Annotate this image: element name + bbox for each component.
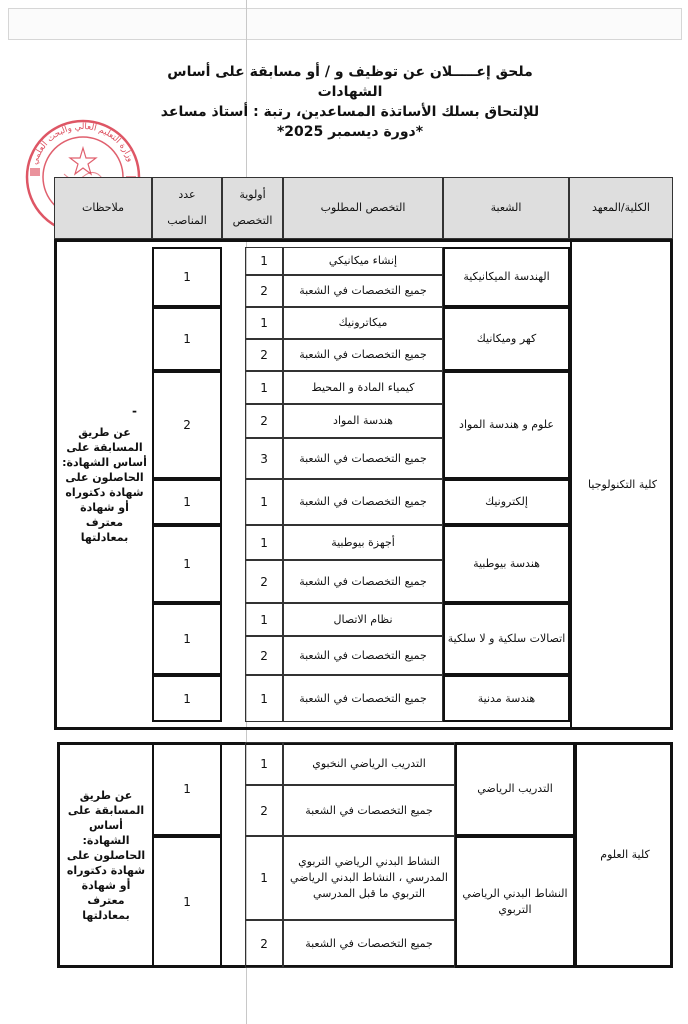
priority-value: 1 xyxy=(260,691,268,706)
group-mechanical-branch xyxy=(443,247,570,307)
spec-physical-activity-2 xyxy=(283,920,455,968)
specialty-label: جميع التخصصات في الشعبة xyxy=(299,495,427,508)
priority-sports-training-1 xyxy=(245,742,283,785)
section2-note-text: عن طريق المسابقة على أساس الشهادة: الحاصلون على شهادة دكتوراه أو شهادة معترف بمعادلتها xyxy=(66,788,146,922)
priority-value: 1 xyxy=(260,254,268,268)
priority-value: 1 xyxy=(260,316,268,330)
group-civil-branch xyxy=(443,675,570,722)
group-physical-activity-branch xyxy=(455,836,575,968)
group-electronics-branch xyxy=(443,479,570,525)
branch-label: النشاط البدني الرياضي التربوي xyxy=(462,887,568,916)
specialty-label: جميع التخصصات في الشعبة xyxy=(299,284,427,297)
priority-sports-training-2 xyxy=(245,785,283,836)
priority-value: 1 xyxy=(260,380,268,395)
specialty-label: جميع التخصصات في الشعبة xyxy=(305,937,433,950)
group-sports-training-positions xyxy=(152,742,222,836)
priority-value: 2 xyxy=(260,414,268,428)
positions-value: 1 xyxy=(183,332,191,346)
specialty-label: جميع التخصصات في الشعبة xyxy=(299,574,427,588)
priority-value: 3 xyxy=(260,451,268,466)
header-priority xyxy=(222,177,283,239)
section1-faculty-label: كلية التكنولوجيا xyxy=(588,477,657,491)
spec-electromech-2 xyxy=(283,339,443,371)
branch-label: اتصالات سلكية و لا سلكية xyxy=(447,632,566,645)
group-telecom-positions xyxy=(152,603,222,675)
priority-physical-activity-1 xyxy=(245,836,283,920)
header-faculty xyxy=(569,177,673,239)
header-specialty-label: التخصص المطلوب xyxy=(320,201,406,214)
group-mechanical-positions xyxy=(152,247,222,307)
positions-value: 1 xyxy=(183,782,191,796)
specialty-label: جميع التخصصات في الشعبة xyxy=(305,803,433,817)
document-title xyxy=(160,62,540,142)
specialty-label: التدريب الرياضي النخبوي xyxy=(312,756,426,770)
section2-faculty-label: كلية العلوم xyxy=(600,848,650,861)
group-civil-positions xyxy=(152,675,222,722)
spec-electromech-1 xyxy=(283,307,443,339)
group-electromech-positions xyxy=(152,307,222,371)
priority-value: 1 xyxy=(260,871,268,885)
header-priority-line-1: أولوية xyxy=(239,188,266,201)
spec-mechanical-2 xyxy=(283,275,443,307)
priority-biomedical-1 xyxy=(245,525,283,560)
branch-label: كهر وميكانيك xyxy=(476,332,537,345)
header-priority-line-2: التخصص xyxy=(232,214,273,227)
positions-value: 1 xyxy=(183,557,191,571)
spec-mechanical-1 xyxy=(283,247,443,275)
priority-mechanical-1 xyxy=(245,247,283,275)
priority-materials-1 xyxy=(245,371,283,404)
priority-materials-2 xyxy=(245,404,283,438)
priority-value: 2 xyxy=(260,648,268,663)
specialty-label: جميع التخصصات في الشعبة xyxy=(299,691,427,705)
spec-materials-1 xyxy=(283,371,443,404)
title-line-2: للإلتحاق بسلك الأساتذة المساعدين، رتبة : أستاذ مساعد xyxy=(160,104,540,120)
title-line-3: *دورة ديسمبر 2025* xyxy=(276,124,424,140)
title-line-1: ملحق إعـــــلان عن توظيف و / أو مسابقة على أساس الشهادات xyxy=(167,64,533,100)
section1-faculty xyxy=(570,239,673,730)
header-branch xyxy=(443,177,569,239)
specialty-label: هندسة المواد xyxy=(333,414,393,427)
section1-note-text: عن طريق المسابقة على أساس الشهادة: الحاصلون على شهادة دكتوراه أو شهادة معترف بمعادلتها xyxy=(62,425,147,544)
spec-telecom-2 xyxy=(283,636,443,675)
group-materials-branch xyxy=(443,371,570,479)
branch-label: علوم و هندسة المواد xyxy=(459,418,554,431)
group-physical-activity-positions xyxy=(152,836,222,968)
priority-biomedical-2 xyxy=(245,560,283,603)
priority-value: 1 xyxy=(260,756,268,771)
specialty-label: جميع التخصصات في الشعبة xyxy=(299,348,427,361)
section2-faculty xyxy=(575,742,673,968)
header-faculty-label: الكلية/المعهد xyxy=(592,201,650,214)
positions-value: 1 xyxy=(183,895,191,909)
priority-telecom-1 xyxy=(245,603,283,636)
group-electromech-branch xyxy=(443,307,570,371)
spec-biomedical-1 xyxy=(283,525,443,560)
section1-note-dash: - xyxy=(132,404,137,418)
spec-physical-activity-1 xyxy=(283,836,455,920)
priority-telecom-2 xyxy=(245,636,283,675)
specialty-label: نظام الاتصال xyxy=(333,612,393,626)
priority-electromech-1 xyxy=(245,307,283,339)
spec-sports-training-1 xyxy=(283,742,455,785)
priority-value: 1 xyxy=(260,612,268,627)
branch-label: الهندسة الميكانيكية xyxy=(463,270,550,283)
positions-value: 1 xyxy=(183,691,191,706)
header-positions-line-2: المناصب xyxy=(167,214,207,227)
priority-value: 1 xyxy=(260,495,268,509)
priority-materials-3 xyxy=(245,438,283,479)
priority-value: 2 xyxy=(260,937,268,951)
branch-label: إلكترونيك xyxy=(485,495,528,508)
group-biomedical-branch xyxy=(443,525,570,603)
positions-value: 2 xyxy=(183,418,191,432)
group-electronics-positions xyxy=(152,479,222,525)
branch-label: هندسة بيوطبية xyxy=(473,557,540,570)
spec-electronics-1 xyxy=(283,479,443,525)
header-notes-label: ملاحظات xyxy=(82,201,124,214)
header-notes xyxy=(54,177,152,239)
spec-telecom-1 xyxy=(283,603,443,636)
header-positions-line-1: عدد xyxy=(178,188,196,201)
priority-electromech-2 xyxy=(245,339,283,371)
positions-value: 1 xyxy=(183,495,191,509)
header-positions xyxy=(152,177,222,239)
stamp-text: وزارة التعليم العالي والبحث العلمي xyxy=(29,121,136,167)
specialty-label: ميكاترونيك xyxy=(338,316,388,329)
group-materials-positions xyxy=(152,371,222,479)
priority-electronics-1 xyxy=(245,479,283,525)
specialty-label: النشاط البدني الرياضي التربوي المدرسي ، النشاط البدني الرياضي التربوي ما قبل المدرسي xyxy=(290,855,448,900)
priority-value: 2 xyxy=(260,348,268,362)
positions-value: 1 xyxy=(183,632,191,646)
priority-value: 2 xyxy=(260,574,268,589)
priority-value: 2 xyxy=(260,284,268,298)
branch-label: هندسة مدنية xyxy=(477,691,536,705)
spec-materials-2 xyxy=(283,404,443,438)
spec-biomedical-2 xyxy=(283,560,443,603)
section1-note xyxy=(57,242,152,727)
group-biomedical-positions xyxy=(152,525,222,603)
group-sports-training-branch xyxy=(455,742,575,836)
scan-top-border xyxy=(8,8,682,40)
priority-value: 1 xyxy=(260,535,268,550)
specialty-label: كيمياء المادة و المحيط xyxy=(311,380,415,394)
specialty-label: أجهزة بيوطبية xyxy=(331,535,395,549)
priority-mechanical-2 xyxy=(245,275,283,307)
section2-note xyxy=(60,745,152,965)
header-branch-label: الشعبة xyxy=(490,201,522,214)
specialty-label: جميع التخصصات في الشعبة xyxy=(299,451,427,465)
positions-value: 1 xyxy=(183,270,191,284)
group-telecom-branch xyxy=(443,603,570,675)
branch-label: التدريب الرياضي xyxy=(477,782,553,795)
specialty-label: إنشاء ميكانيكي xyxy=(328,254,398,267)
priority-physical-activity-2 xyxy=(245,920,283,968)
spec-materials-3 xyxy=(283,438,443,479)
priority-civil-1 xyxy=(245,675,283,722)
specialty-label: جميع التخصصات في الشعبة xyxy=(299,648,427,662)
header-specialty xyxy=(283,177,443,239)
spec-sports-training-2 xyxy=(283,785,455,836)
spec-civil-1 xyxy=(283,675,443,722)
priority-value: 2 xyxy=(260,803,268,818)
